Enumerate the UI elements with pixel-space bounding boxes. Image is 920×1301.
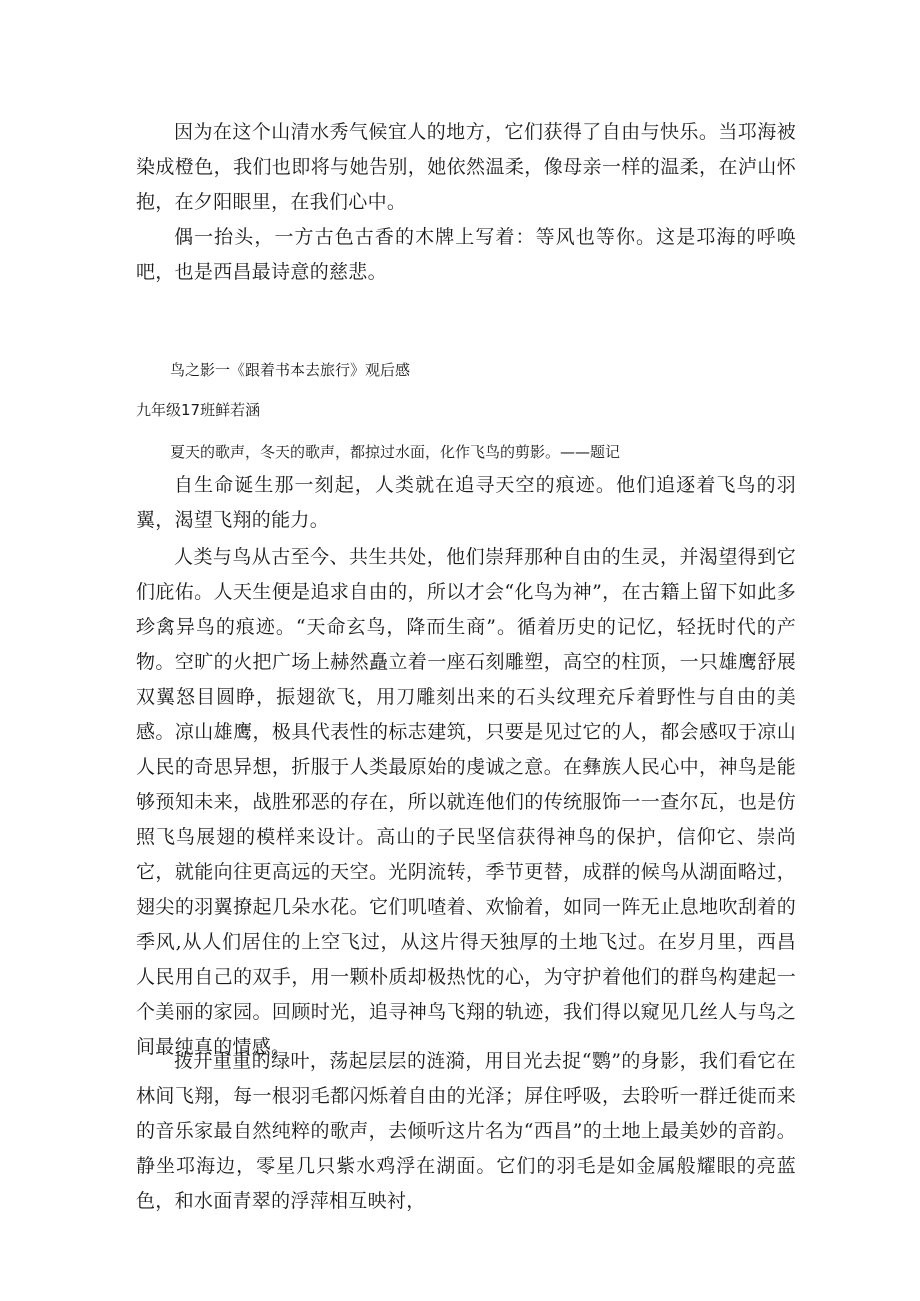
body-paragraph-top-1: 因为在这个山清水秀气候宜人的地方，它们获得了自由与快乐。当邛海被染成橙色，我们也即将与她告别，她依然温柔，像母亲一样的温柔，在泸山怀抱，在夕阳眼里，在我们心中。 — [136, 121, 796, 213]
essay-paragraph-2: 人类与鸟从古至今、共生共处，他们崇拜那种自由的生灵，并渴望得到它们庇佑。人天生便是追求自由的，所以才会“化鸟为神”，在古籍上留下如此多珍禽异鸟的痕迹。“天命玄鸟，降而生商”。循着历史的记忆，轻抚时代的产物。空旷的火把广场上赫然矗立着一座石刻雕塑，高空的柱顶，一只雄鹰舒展双翼怒目圆睁，振翅欲飞，用刀雕刻出来的石头纹理充斥着野性与自由的美感。凉山雄鹰，极具代表性的标志建筑，只要是见过它的人，都会感叹于凉山人民的奇思异想，折服于人类最原始的虔诚之意。在彝族人民心中，神鸟是能够预知未来，战胜邪恶的存在，所以就连他们的传统服饰一一查尔瓦，也是仿照飞鸟展翅的模样来设计。高山的子民坚信获得神鸟的保护，信仰它、崇尚它，就能向往更高远的天空。光阴流转，季节更替，成群的候鸟从湖面略过，翅尖的羽翼撩起几朵水花。它们叽喳着、欢愉着，如同一阵无止息地吹刮着的季风,从人们居住的上空飞过，从这片得天独厚的土地飞过。在岁月里，西昌人民用自己的双手，用一颗朴质却极热忱的心，为守护着他们的群鸟构建起一个美丽的家园。回顾时光，追寻神鸟飞翔的轨迹，我们得以窥见几丝人与鸟之间最纯真的情感。 — [136, 546, 796, 1058]
essay-paragraph-1: 自生命诞生那一刻起，人类就在追寻天空的痕迹。他们追逐着飞鸟的羽翼，渴望飞翔的能力。 — [136, 474, 796, 531]
essay-epigraph: 夏天的歌声，冬天的歌声，都掠过水面，化作飞鸟的剪影。——题记 — [170, 443, 621, 461]
essay-paragraph-3: 拨开重重的绿叶，荡起层层的涟漪，用目光去捉“鹦”的身影，我们看它在林间飞翔，每一根羽毛都闪烁着自由的光泽；屏住呼吸，去聆听一群迁徙而来的音乐家最自然纯粹的歌声，去倾听这片名为“西昌”的土地上最美妙的音韵。静坐邛海边，零星几只紫水鸡浮在湖面。它们的羽毛是如金属般耀眼的亮蓝色，和水面青翠的浮萍相互映衬， — [136, 1050, 796, 1212]
essay-title: 鸟之影一《跟着书本去旅行》观后感 — [170, 361, 411, 379]
essay-author: 九年级17班鲜若涵 — [136, 401, 261, 419]
body-paragraph-top-2: 偶一抬头，一方古色古香的木牌上写着：等风也等你。这是邛海的呼唤吧，也是西昌最诗意的慈悲。 — [136, 226, 796, 283]
